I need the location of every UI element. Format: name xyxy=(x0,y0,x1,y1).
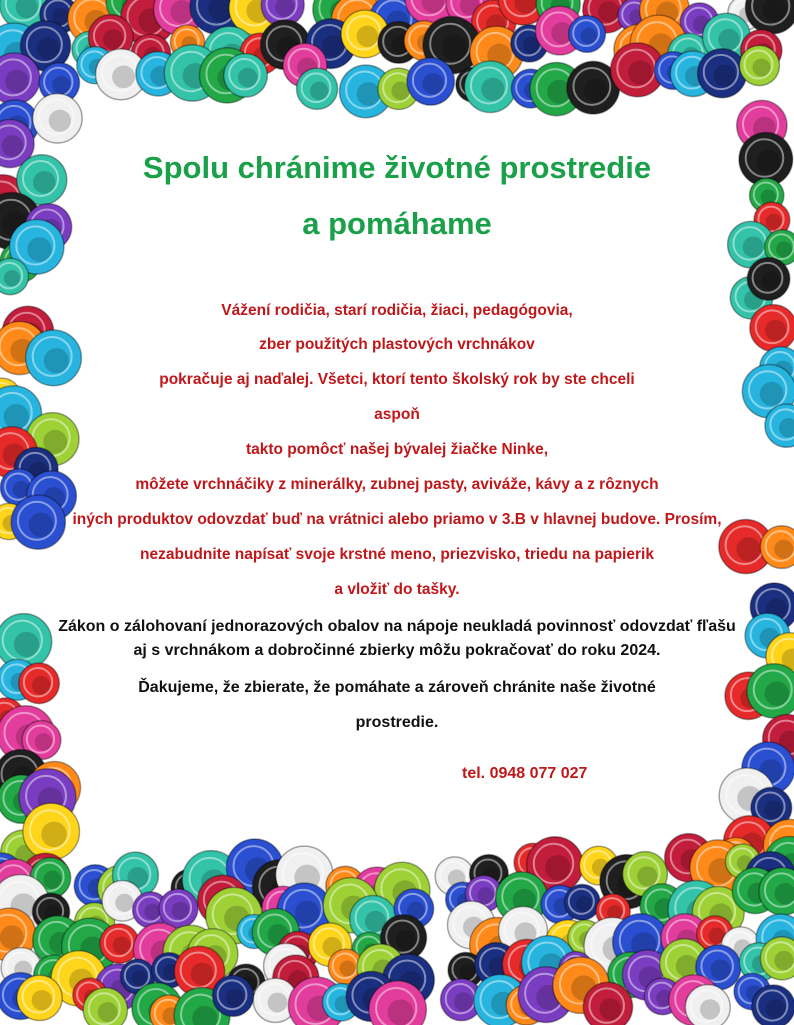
notice-line: Ďakujeme, že zbierate, že pomáhate a zároveň chránite naše životné xyxy=(138,679,656,696)
contact-phone: tel. 0948 077 027 xyxy=(462,765,588,782)
appeal-line: zber použitých plastových vrchnákov xyxy=(259,336,535,353)
page-subtitle: a pomáhame xyxy=(302,206,492,241)
appeal-line: a vložiť do tašky. xyxy=(334,581,460,598)
appeal-line: môžete vrchnáčiky z minerálky, zubnej pasty, aviváže, kávy a z rôznych xyxy=(135,476,659,493)
appeal-line: takto pomôcť našej bývalej žiačke Ninke, xyxy=(245,441,549,458)
page-title: Spolu chránime životné prostredie xyxy=(142,150,652,185)
notice-line: Zákon o zálohovaní jednorazových obalov na nápoje neukladá povinnosť odovzdať fľašu xyxy=(58,618,736,635)
appeal-line: pokračuje aj naďalej. Všetci, ktorí tento školský rok by ste chceli xyxy=(159,371,635,388)
appeal-line: aspoň xyxy=(374,406,420,423)
appeal-line: nezabudnite napísať svoje krstné meno, priezvisko, triedu na papierik xyxy=(140,546,654,563)
notice-line: prostredie. xyxy=(355,714,439,731)
appeal-line: iných produktov odovzdať buď na vrátnici alebo priamo v 3.B v hlavnej budove. Prosím, xyxy=(72,511,722,528)
appeal-line: Vážení rodičia, starí rodičia, žiaci, pedagógovia, xyxy=(221,302,573,319)
notice-line: aj s vrchnákom a dobročinné zbierky môžu pokračovať do roku 2024. xyxy=(133,642,661,659)
